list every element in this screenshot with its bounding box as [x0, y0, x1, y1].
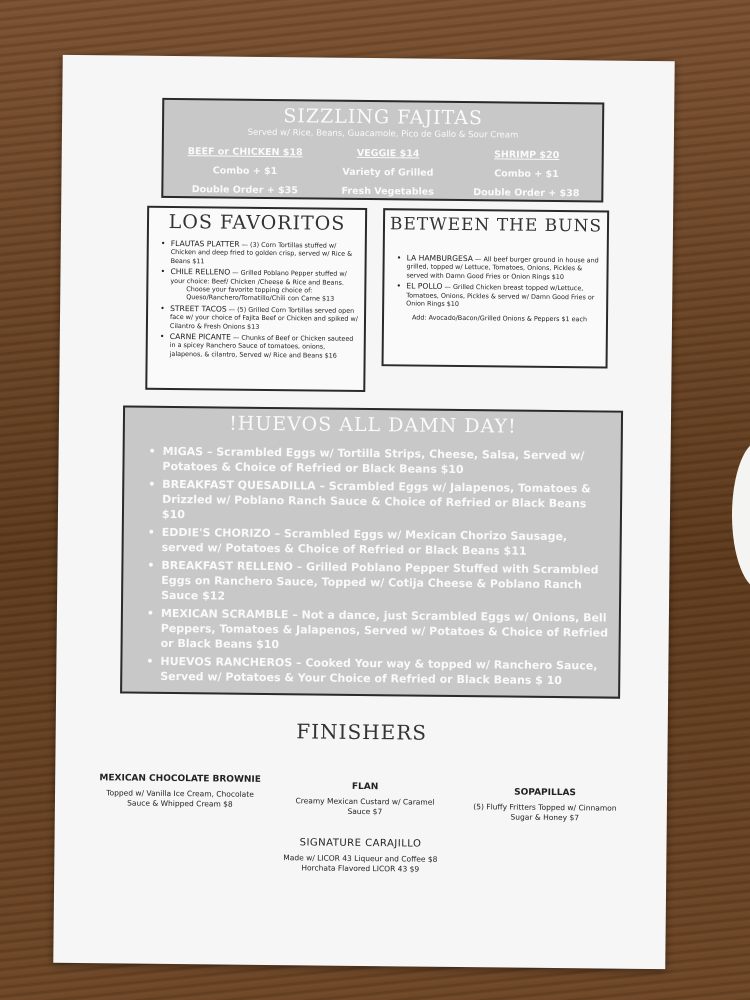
- plate-edge: [732, 440, 750, 590]
- dessert-brownie: [95, 773, 265, 810]
- list-item: • MIGAS – Scrambled Eggs w/ Tortilla Strips, Cheese, Salsa, Served w/ Potatoes & Choice of Refried or Black Beans $10: [162, 444, 610, 479]
- dessert-flan: [285, 781, 445, 818]
- list-item: [170, 333, 358, 360]
- fajitas-option-line: Variety of Grilled: [342, 166, 434, 179]
- item-desc: — Chunks of Beef or Chicken sauteed in a spicey Ranchero Sauce of tomatoes, onions, jalapenos, & cilantro, Served w/ Rice and Beans $16: [169, 333, 354, 360]
- list-item: • EDDIE'S CHORIZO – Scrambled Eggs w/ Mexican Chorizo Sausage, served w/ Potatoes & Choice of Refried or Black Beans $11: [162, 525, 610, 560]
- list-item: • HUEVOS RANCHEROS – Cooked Your way & topped w/ Ranchero Sauce, Served w/ Potatoes & Your Choice of Refried or Black Beans $ 10: [160, 654, 608, 689]
- drink-carajillo: [260, 837, 460, 875]
- item-desc: — All beef burger ground in house and grilled, topped w/ Lettuce, Tomatoes, Onions, Pickles & served with Damn Good Fries or Onion Rings $10: [406, 255, 599, 281]
- fajitas-option-line: Combo + $1: [494, 168, 559, 181]
- fajitas-option-line: Double Order + $38: [473, 187, 580, 200]
- item-name: FLAUTAS PLATTER: [170, 238, 240, 249]
- list-item: • BREAKFAST QUESADILLA – Scrambled Eggs w/ Jalapenos, Tomatoes & Drizzled w/ Poblano Ranch Sauce & Choice of Refried or Black Beans $10: [162, 477, 610, 527]
- fajitas-title: SIZZLING FAJITAS: [283, 105, 484, 130]
- dessert-name: FLAN: [351, 781, 379, 793]
- fajitas-option-beef-chicken: [187, 146, 302, 204]
- item-desc: — (5) Grilled Corn Tortillas served open face w/ your choice of Fajita Beef or Chicken and spiked w/ Cilantro & Fresh Onions $13: [169, 305, 358, 331]
- fajitas-option-line: Fresh Vegetables: [341, 185, 435, 198]
- list-item: [406, 254, 600, 281]
- item-name: CARNE PICANTE: [169, 332, 231, 342]
- fajitas-subtitle: Served w/ Rice, Beans, Guacamole, Pico de Gallo & Sour Cream: [247, 127, 519, 141]
- fajitas-option-veggie: [341, 148, 434, 206]
- drink-desc: Made w/ LICOR 43 Liqueur and Coffee $8: [283, 853, 438, 864]
- drink-desc-alt: Horchata Flavored LICOR 43 $9: [301, 863, 420, 874]
- buns-addon-note: Add: Avocado/Bacon/Grilled Onions & Peppers $1 each: [411, 313, 588, 324]
- favoritos-list: [170, 240, 359, 360]
- fajitas-option-header: BEEF or CHICKEN $18: [187, 146, 303, 159]
- item-subnote: Choose your favorite topping choice of: Queso/Ranchero/Tomatillo/Chili con Carne $13: [186, 285, 335, 304]
- dessert-sopapillas: [465, 787, 625, 824]
- fajitas-option-line: Double Order + $35: [191, 184, 298, 197]
- fajitas-section: [161, 98, 604, 203]
- finishers-title: FINISHERS: [296, 719, 428, 745]
- fajitas-option-header: VEGGIE $14: [356, 147, 420, 160]
- item-name: LA HAMBURGESA: [406, 253, 474, 264]
- fajitas-options: [163, 137, 602, 208]
- buns-title: BETWEEN THE BUNS: [389, 214, 603, 237]
- favoritos-section: [145, 206, 367, 392]
- item-name: STREET TACOS: [170, 303, 227, 314]
- list-item: [170, 268, 358, 304]
- huevos-section: [120, 405, 623, 698]
- list-item: [406, 283, 600, 310]
- item-desc: — Grilled Chicken breast topped w/Lettuce, Tomatoes, Onions, Pickles & served w/ Damn Good Fries or Onion Rings $10: [406, 283, 595, 309]
- dessert-name: MEXICAN CHOCOLATE BROWNIE: [99, 773, 261, 785]
- list-item: [170, 305, 358, 332]
- menu-sheet: [53, 55, 674, 969]
- fajitas-option-header: SHRIMP $20: [494, 149, 560, 162]
- list-item: • BREAKFAST RELLENO – Grilled Poblano Pepper Stuffed with Scrambled Eggs on Ranchero Sauce, Topped w/ Cotija Cheese & Poblano Ranch Sauce $12: [161, 558, 609, 608]
- favoritos-title: LOS FAVORITOS: [168, 210, 346, 235]
- list-item: • MEXICAN SCRAMBLE – Not a dance, just Scrambled Eggs w/ Onions, Bell Peppers, Tomatoes & Jalapenos, Served w/ Potatoes & Choice of Refried or Black Beans $10: [161, 606, 609, 656]
- fajitas-option-shrimp: [473, 149, 580, 207]
- fajitas-option-line: Combo + $1: [212, 165, 278, 178]
- dessert-desc: Topped w/ Vanilla Ice Cream, Chocolate Sauce & Whipped Cream $8: [106, 788, 254, 809]
- buns-section: [382, 208, 610, 368]
- item-name: CHILE RELLENO: [170, 267, 231, 277]
- item-desc: — Grilled Poblano Pepper stuffed w/ your choice: Beef/ Chicken /Cheese & Rice and Beans.: [170, 268, 347, 287]
- dessert-desc: Creamy Mexican Custard w/ Caramel Sauce $7: [295, 796, 435, 817]
- buns-list: [406, 254, 601, 309]
- item-desc: — (3) Corn Tortillas stuffed w/ Chicken and deep fried to golden crisp, served w/ Rice & Beans $11: [170, 240, 353, 266]
- huevos-title: !HUEVOS ALL DAMN DAY!: [229, 412, 517, 438]
- list-item: [171, 240, 359, 267]
- dessert-desc: (5) Fluffy Fritters Topped w/ Cinnamon Sugar & Honey $7: [473, 802, 617, 823]
- huevos-list: [160, 444, 610, 689]
- item-name: EL POLLO: [406, 281, 443, 292]
- drink-name: SIGNATURE CARAJILLO: [299, 837, 422, 850]
- dessert-name: SOPAPILLAS: [514, 787, 576, 799]
